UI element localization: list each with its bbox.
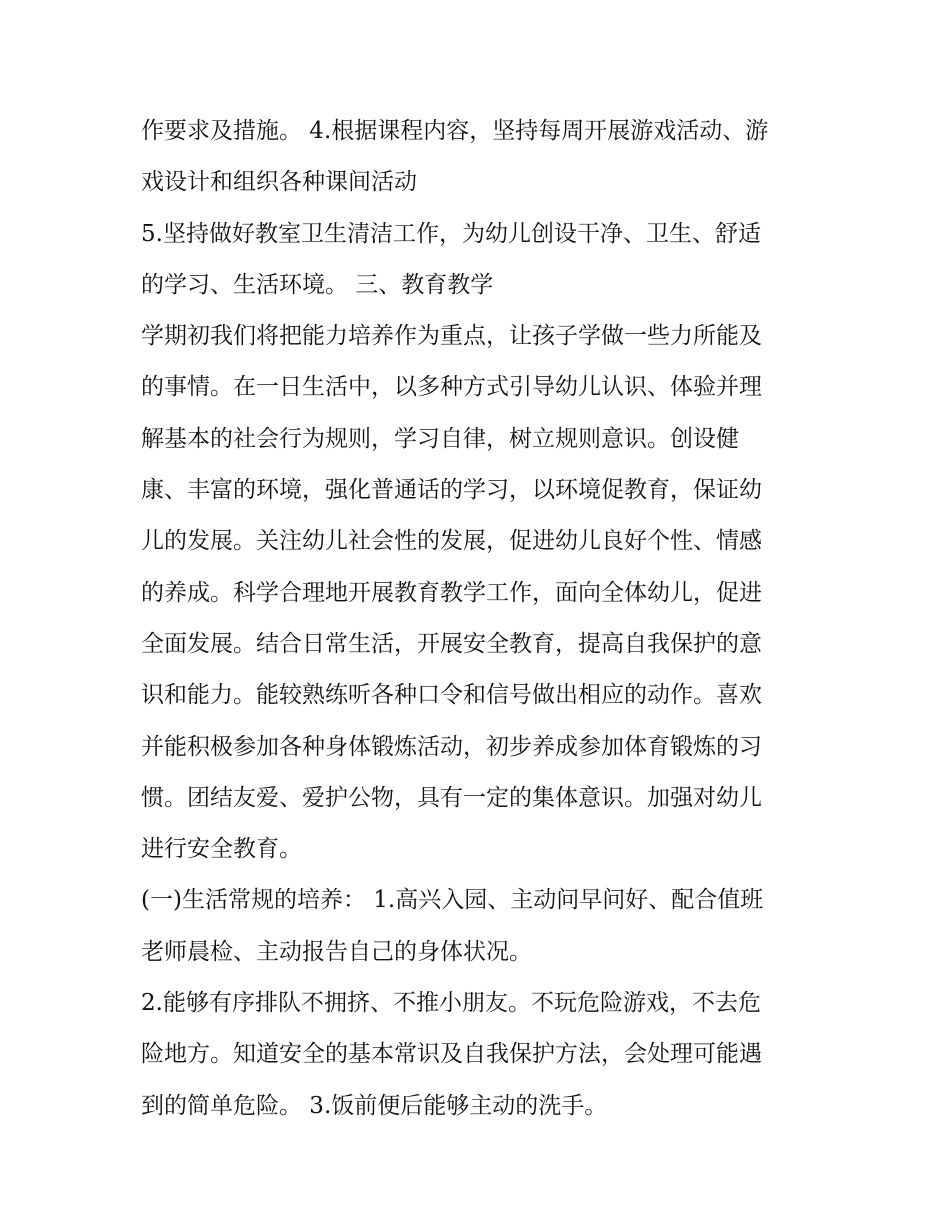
text-line: (一)生活常规的培养： 1.高兴入园、主动问早问好、配合值班 [141, 887, 764, 914]
text-line: 戏设计和组织各种课间活动 [141, 169, 417, 196]
text-line: 全面发展。结合日常生活，开展安全教育，提高自我保护的意 [141, 630, 762, 657]
text-line: 2.能够有序排队不拥挤、不推小朋友。不玩危险游戏，不去危 [141, 990, 761, 1017]
text-line: 5.坚持做好教室卫生清洁工作，为幼儿创设干净、卫生、舒适 [141, 220, 761, 247]
text-line: 的事情。在一日生活中，以多种方式引导幼儿认识、体验并理 [141, 374, 762, 401]
text-line: 老师晨检、主动报告自己的身体状况。 [141, 938, 532, 965]
text-line: 并能积极参加各种身体锻炼活动，初步养成参加体育锻炼的习 [141, 733, 762, 760]
text-line: 到的简单危险。 3.饭前便后能够主动的洗手。 [141, 1092, 608, 1119]
text-line: 作要求及措施。 4.根据课程内容，坚持每周开展游戏活动、游 [141, 118, 769, 144]
text-line: 险地方。知道安全的基本常识及自我保护方法，会处理可能遇 [141, 1041, 762, 1068]
document-body [141, 106, 821, 1132]
text-line: 儿的发展。关注幼儿社会性的发展，促进幼儿良好个性、情感 [141, 528, 762, 555]
text-line: 的学习、生活环境。 三、教育教学 [141, 271, 494, 298]
text-line: 惯。团结友爱、爱护公物，具有一定的集体意识。加强对幼儿 [141, 784, 762, 811]
text-line: 解基本的社会行为规则，学习自律，树立规则意识。创设健 [141, 425, 739, 452]
text-line: 学期初我们将把能力培养作为重点，让孩子学做一些力所能及 [141, 323, 762, 350]
text-line: 康、丰富的环境，强化普通话的学习，以环境促教育，保证幼 [141, 477, 762, 504]
text-line: 的养成。科学合理地开展教育教学工作，面向全体幼儿，促进 [141, 579, 762, 606]
text-line: 识和能力。能较熟练听各种口令和信号做出相应的动作。喜欢 [141, 682, 762, 709]
text-line: 进行安全教育。 [141, 836, 302, 863]
